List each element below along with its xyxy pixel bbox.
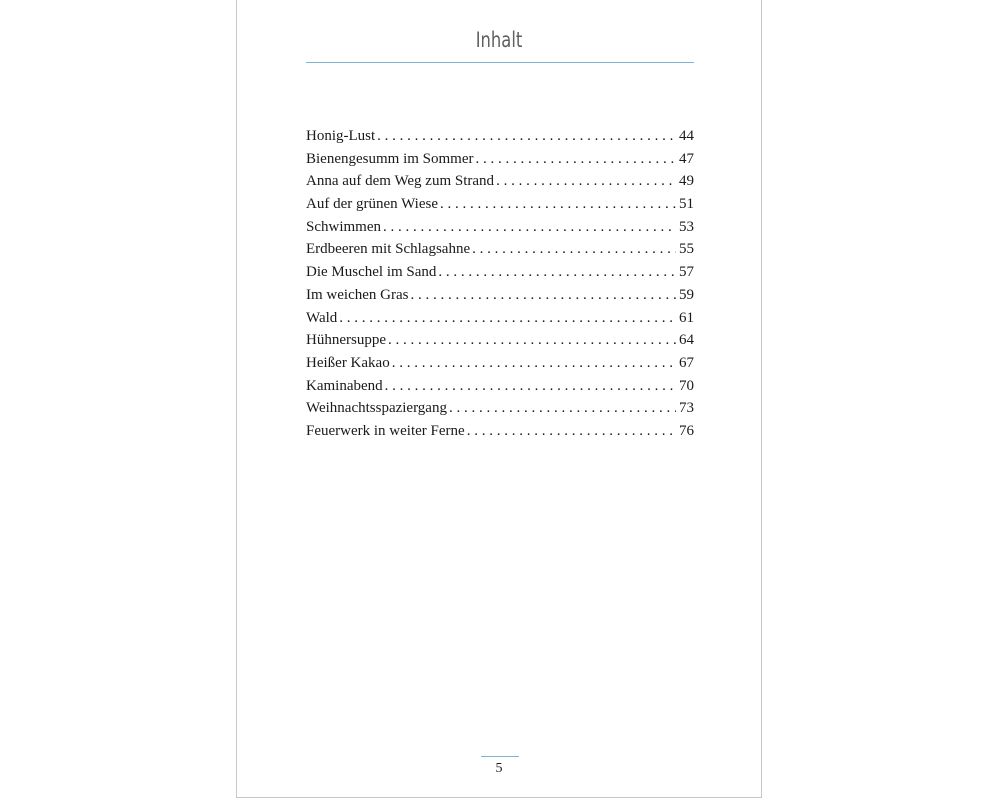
toc-entry <box>306 170 694 193</box>
toc-entry-title: Schwimmen <box>306 218 381 235</box>
toc-dot-leader <box>467 420 676 443</box>
page-heading: Inhalt <box>475 28 523 52</box>
toc-entry <box>306 193 694 216</box>
toc-entry <box>306 284 694 307</box>
toc-entry <box>306 375 694 398</box>
toc-entry-page: 44 <box>679 128 694 144</box>
toc-entry-title: Weihnachtsspaziergang <box>306 400 447 417</box>
toc-entry-page: 67 <box>679 354 694 371</box>
toc-dot-leader <box>410 284 676 307</box>
toc-entry <box>306 329 694 352</box>
toc-dot-leader <box>440 193 676 216</box>
toc-entry-page: 55 <box>679 241 694 258</box>
toc-entry-title: Hühnersuppe <box>306 332 386 349</box>
toc-entry <box>306 307 694 330</box>
toc-entry <box>306 148 694 171</box>
toc-entry <box>306 216 694 239</box>
toc-entry-title: Anna auf dem Weg zum Strand <box>306 173 495 190</box>
toc-entry <box>306 352 694 375</box>
toc-entry-title: Erdbeeren mit Schlagsahne <box>306 241 471 258</box>
toc-entry-page: 59 <box>679 286 694 303</box>
page-number: 5 <box>495 761 503 776</box>
toc-dot-leader <box>449 397 676 420</box>
toc-entry <box>306 238 694 261</box>
toc-dot-leader <box>438 261 676 284</box>
toc-entry-title: Wald <box>306 309 338 326</box>
toc-entry-title: Bienengesumm im Sommer <box>306 150 474 167</box>
toc-entry-title: Kaminabend <box>306 377 383 394</box>
table-of-contents <box>306 125 694 443</box>
toc-entry-page: 47 <box>679 150 694 167</box>
toc-entry-page: 64 <box>679 332 694 349</box>
toc-entry-title: Honig-Lust <box>306 128 376 144</box>
toc-dot-leader <box>392 352 676 375</box>
book-page <box>236 0 762 798</box>
toc-dot-leader <box>383 216 676 239</box>
toc-entry <box>306 125 694 148</box>
toc-entry-page: 61 <box>679 309 694 326</box>
toc-entry-page: 57 <box>679 264 694 281</box>
toc-entry-page: 70 <box>679 377 694 394</box>
toc-entry-page: 73 <box>679 400 694 417</box>
toc-entry <box>306 397 694 420</box>
toc-dot-leader <box>472 238 676 261</box>
toc-entry-title: Im weichen Gras <box>306 286 409 303</box>
toc-entry-title: Feuerwerk in weiter Ferne <box>306 422 465 439</box>
toc-entry-title: Auf der grünen Wiese <box>306 196 438 213</box>
toc-entry-page: 49 <box>679 173 694 190</box>
toc-dot-leader <box>385 375 676 398</box>
toc-dot-leader <box>475 148 676 171</box>
folio-rule <box>481 756 519 757</box>
toc-entry-page: 53 <box>679 218 694 235</box>
toc-entry <box>306 261 694 284</box>
toc-entry-title: Die Muschel im Sand <box>306 264 437 281</box>
toc-entry-page: 51 <box>679 196 694 213</box>
toc-entry-title: Heißer Kakao <box>306 354 390 371</box>
toc-dot-leader <box>339 307 676 330</box>
heading-rule <box>306 62 694 63</box>
toc-dot-leader <box>496 170 676 193</box>
toc-dot-leader <box>388 329 676 352</box>
toc-dot-leader <box>377 125 676 148</box>
toc-entry <box>306 420 694 443</box>
toc-entry-page: 76 <box>679 422 694 439</box>
